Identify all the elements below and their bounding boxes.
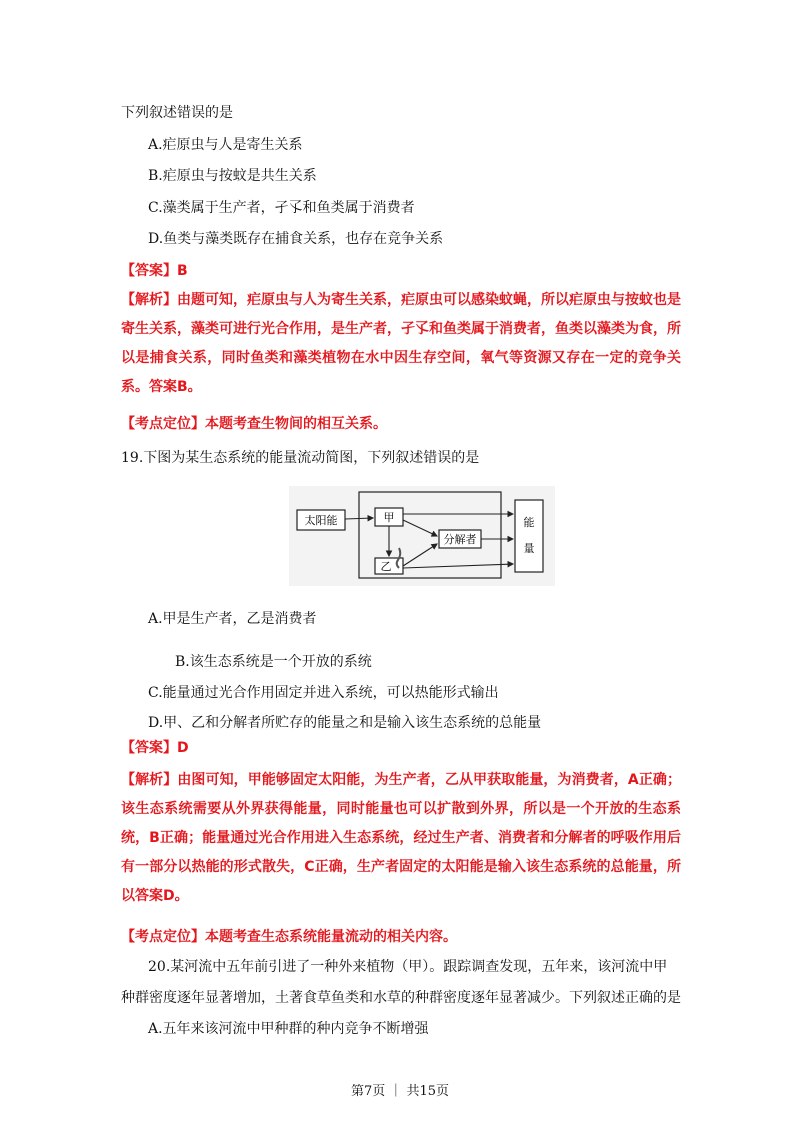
q19-option-b: B.该生态系统是一个开放的系统 xyxy=(175,654,372,670)
q20-option-a: A.五年来该河流中甲种群的种内竞争不断增强 xyxy=(148,1021,429,1037)
q18-answer-value: B xyxy=(177,263,188,279)
q18-answer xyxy=(121,261,188,281)
q18-stem: 下列叙述错误的是 xyxy=(121,105,233,121)
q19-option-a: A.甲是生产者，乙是消费者 xyxy=(148,611,317,627)
q19-stem: 19.下图为某生态系统的能量流动简图，下列叙述错误的是 xyxy=(121,450,480,466)
decomposer-label: 分解者 xyxy=(443,533,477,546)
q19-answer-label: 【答案】 xyxy=(121,740,177,756)
q20-stem-line2: 种群密度逐年显著增加，土著食草鱼类和水草的种群密度逐年显著减少。下列叙述正确的是 xyxy=(121,990,681,1006)
energy-flow-diagram xyxy=(289,486,555,586)
energy-label-2: 量 xyxy=(523,542,535,555)
page-footer: 第7页 ｜ 共15页 xyxy=(350,1084,450,1099)
q18-analysis: 【解析】由题可知，疟原虫与人为寄生关系，疟原虫可以感染蚊蝇，所以疟原虫与按蚊也是寄生关系，藻类可进行光合作用，是生产者，孑孓和鱼类属于消费者，鱼类以藻类为食，所以是捕食关系，同时鱼类和藻类植物在水中因生存空间，氧气等资源又存在一定的竞争关系。答案B。 xyxy=(121,292,681,395)
q18-option-a: A.疟原虫与人是寄生关系 xyxy=(148,137,303,153)
q19-answer xyxy=(121,738,189,758)
q18-option-b: B.疟原虫与按蚊是共生关系 xyxy=(148,168,317,184)
q19-option-c: C.能量通过光合作用固定并进入系统，可以热能形式输出 xyxy=(148,685,499,701)
q20-stem-line1: 20.某河流中五年前引进了一种外来植物（甲）。跟踪调查发现，五年来，该河流中甲 xyxy=(148,959,668,975)
q19-locate: 【考点定位】本题考查生态系统能量流动的相关内容。 xyxy=(121,929,457,945)
q19-answer-value: D xyxy=(177,740,189,756)
jia-label: 甲 xyxy=(383,511,395,524)
q18-option-d: D.鱼类与藻类既存在捕食关系，也存在竞争关系 xyxy=(148,231,444,247)
q18-answer-label: 【答案】 xyxy=(121,263,177,279)
q19-option-d: D.甲、乙和分解者所贮存的能量之和是输入该生态系统的总能量 xyxy=(148,715,542,731)
q18-option-c: C.藻类属于生产者，孑孓和鱼类属于消费者 xyxy=(148,200,415,216)
sun-label: 太阳能 xyxy=(304,514,338,527)
energy-label-1: 能 xyxy=(523,516,535,529)
energy-box xyxy=(515,500,543,572)
yi-label: 乙 xyxy=(380,560,392,573)
q18-locate: 【考点定位】本题考查生物间的相互关系。 xyxy=(121,416,387,432)
q19-analysis: 【解析】由图可知，甲能够固定太阳能，为生产者，乙从甲获取能量，为消费者，A正确；该生态系统需要从外界获得能量，同时能量也可以扩散到外界，所以是一个开放的生态系统，B正确；能量通过光合作用进入生态系统，经过生产者、消费者和分解者的呼吸作用后有一部分以热能的形式散失，C正确，生产者固定的太阳能是输入该生态系统的总能量，所以答案D。 xyxy=(121,772,681,904)
